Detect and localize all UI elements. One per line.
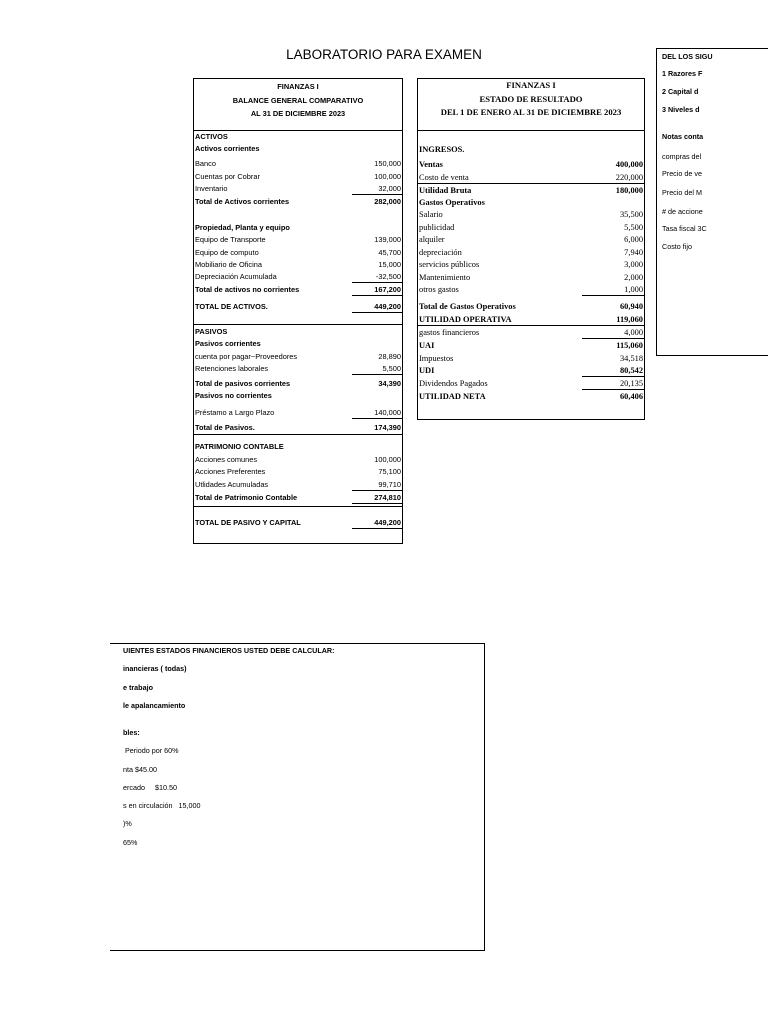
income-row-value: 7,940 (624, 248, 643, 257)
income-row-value: 34,518 (619, 354, 643, 363)
balance-section-divider-patrimonio (194, 434, 402, 435)
income-row-value: 6,000 (624, 235, 643, 244)
balance-row-label: Total de activos no corrientes (195, 285, 300, 294)
income-row (418, 234, 644, 246)
income-row-value: 20,135 (619, 379, 643, 388)
balance-row-label: Utlidades Acumuladas (195, 480, 269, 489)
income-underline (418, 325, 644, 326)
balance-row-value: 45,700 (378, 248, 401, 257)
income-row-value: 60,940 (619, 302, 643, 311)
balance-underline (352, 282, 402, 283)
right-panel-line: DEL LOS SIGU (662, 52, 713, 61)
balance-row-label: Acciones comunes (195, 455, 258, 464)
document-title: LABORATORIO PARA EXAMEN (286, 47, 482, 62)
balance-row-label: TOTAL DE PASIVO Y CAPITAL (195, 518, 301, 527)
income-row-label: UAI (419, 341, 435, 350)
income-row (418, 353, 644, 365)
balance-row-value: 32,000 (378, 184, 401, 193)
income-row (418, 272, 644, 284)
balance-row-label: Total de pasivos corrientes (195, 379, 291, 388)
bottom-panel-line: e trabajo (123, 683, 153, 692)
balance-row (194, 378, 402, 390)
right-panel-line: Tasa fiscal 3C (662, 224, 707, 233)
income-underline (582, 295, 644, 296)
balance-row (194, 131, 402, 143)
balance-row (194, 390, 402, 402)
balance-row-label: Total de Pasivos. (195, 423, 255, 432)
balance-row (194, 441, 402, 453)
income-row (418, 185, 644, 197)
balance-row-label: Cuentas por Cobrar (195, 172, 260, 181)
balance-row-value: 100,000 (374, 455, 401, 464)
balance-row (194, 454, 402, 466)
income-row (418, 391, 644, 403)
bottom-panel-line: UIENTES ESTADOS FINANCIEROS USTED DEBE CALCULAR: (123, 646, 335, 655)
right-panel-line: Precio del M (662, 188, 702, 197)
balance-row (194, 143, 402, 155)
balance-row-value: 449,200 (374, 302, 401, 311)
income-row-label: UDI (419, 366, 435, 375)
bottom-panel-line: s en circulación 15,000 (123, 801, 201, 810)
income-row-label: Dividendos Pagados (419, 379, 488, 388)
balance-row (194, 171, 402, 183)
balance-row-value: -32,500 (375, 272, 401, 281)
income-statement-header (418, 79, 644, 120)
right-panel-line: Notas conta (662, 132, 704, 141)
income-row (418, 197, 644, 209)
income-statement-table (417, 78, 645, 420)
balance-sheet-header (194, 79, 402, 121)
balance-row-value: 5,500 (382, 364, 401, 373)
bottom-panel-line: bles: (123, 728, 140, 737)
income-row-value: 5,500 (624, 223, 643, 232)
balance-row-label: Mobiliario de Oficina (195, 260, 262, 269)
balance-section-divider-total (194, 506, 402, 507)
balance-header-line-1: FINANZAS I (277, 82, 319, 91)
balance-row-value: 15,000 (378, 260, 401, 269)
balance-underline (352, 194, 402, 195)
balance-row (194, 422, 402, 434)
balance-row-value: 34,390 (378, 379, 401, 388)
income-header-line-1: FINANZAS I (506, 80, 556, 90)
income-row-label: Costo de venta (419, 173, 469, 182)
balance-row (194, 466, 402, 478)
income-underline (582, 338, 644, 339)
income-row-value: 180,000 (615, 186, 643, 195)
income-row-label: publicidad (419, 223, 455, 232)
income-header-divider (418, 130, 644, 131)
right-panel-line: # de accione (662, 207, 703, 216)
balance-row-value: 150,000 (374, 159, 401, 168)
bottom-panel-line: Periodo por 60% (123, 746, 179, 755)
balance-row-label: Retenciones laborales (195, 364, 269, 373)
balance-row-label: Propiedad, Planta y equipo (195, 223, 290, 232)
income-row (418, 209, 644, 221)
balance-row (194, 351, 402, 363)
income-row-label: Gastos Operativos (419, 198, 485, 207)
balance-row-label: Equipo de Transporte (195, 235, 266, 244)
balance-row-value: 99,710 (378, 480, 401, 489)
balance-row-label: Equipo de computo (195, 248, 259, 257)
income-row-label: Salario (419, 210, 443, 219)
balance-row (194, 247, 402, 259)
income-row-label: Impuestos (419, 354, 454, 363)
balance-row-value: 282,000 (374, 197, 401, 206)
income-underline (582, 389, 644, 390)
income-row-label: servicios públicos (419, 260, 480, 269)
balance-row-value: 100,000 (374, 172, 401, 181)
balance-underline (352, 490, 402, 491)
income-underline (418, 183, 644, 184)
income-row-label: otros gastos (419, 285, 459, 294)
income-row-label: gastos financieros (419, 328, 480, 337)
balance-header-line-2: BALANCE GENERAL COMPARATIVO (232, 95, 364, 105)
instructions-panel-bottom (110, 643, 485, 951)
bottom-panel-line: nta $45.00 (123, 765, 157, 774)
balance-sheet-table (193, 78, 403, 544)
balance-row-value: 167,200 (374, 285, 401, 294)
balance-row-label: PASIVOS (195, 327, 228, 336)
income-row-label: Mantenimiento (419, 273, 471, 282)
balance-underline (352, 528, 402, 529)
income-row-value: 1,000 (624, 285, 643, 294)
balance-row-label: TOTAL DE ACTIVOS. (195, 302, 268, 311)
income-row-label: Total de Gastos Operativos (419, 302, 516, 311)
income-row-value: 80,542 (619, 366, 643, 375)
balance-underline (352, 295, 402, 296)
bottom-panel-line: 65% (123, 838, 138, 847)
balance-row-value: 449,200 (374, 518, 401, 527)
bottom-panel-line: le apalancamiento (123, 701, 186, 710)
income-row-label: INGRESOS. (419, 145, 465, 154)
right-panel-line: Costo fijo (662, 242, 692, 251)
balance-row (194, 222, 402, 234)
income-row (418, 159, 644, 171)
balance-row-label: Pasivos corrientes (195, 339, 261, 348)
income-row-value: 4,000 (624, 328, 643, 337)
income-row-value: 2,000 (624, 273, 643, 282)
right-panel-line: Precio de ve (662, 169, 702, 178)
balance-row-label: Pasivos no corrientes (195, 391, 272, 400)
income-row (418, 301, 644, 313)
income-row-value: 35,500 (619, 210, 643, 219)
income-row (418, 222, 644, 234)
income-header-line-2: ESTADO DE RESULTADO (479, 93, 583, 104)
right-panel-line: compras del (662, 152, 702, 161)
balance-row-value: 139,000 (374, 235, 401, 244)
income-row (418, 247, 644, 259)
balance-row-label: Depreciación Acumulada (195, 272, 277, 281)
balance-row (194, 196, 402, 208)
bottom-panel-line: ercado $10.50 (123, 783, 177, 792)
balance-row-value: 140,000 (374, 408, 401, 417)
balance-row-label: Préstamo a Largo Plazo (195, 408, 275, 417)
income-header-line-3: DEL 1 DE ENERO AL 31 DE DICIEMBRE 2023 (440, 107, 622, 117)
income-row-value: 400,000 (615, 160, 643, 169)
bottom-panel-line: )% (123, 819, 132, 828)
balance-row-label: ACTIVOS (195, 132, 228, 141)
balance-section-divider-pasivos (194, 324, 402, 325)
balance-row-label: Activos corrientes (195, 144, 260, 153)
income-row-label: Utilidad Bruta (419, 186, 472, 195)
instructions-panel-right (656, 48, 768, 356)
balance-header-line-3: AL 31 DE DICIEMBRE 2023 (250, 109, 346, 118)
right-panel-line: 3 Niveles d (662, 105, 700, 114)
balance-row (194, 338, 402, 350)
balance-row-label: cuenta por pagar~Proveedores (195, 352, 298, 361)
bottom-panel-line: inancieras ( todas) (123, 664, 187, 673)
income-row-label: alquiler (419, 235, 445, 244)
balance-row-label: Total de Patrimonio Contable (195, 493, 298, 502)
balance-row-value: 274,810 (374, 493, 401, 502)
balance-row-label: Acciones Preferentes (195, 467, 266, 476)
balance-underline (352, 312, 402, 313)
income-row-label: UTILIDAD NETA (419, 392, 486, 401)
income-row-label: Ventas (419, 160, 443, 169)
balance-underline (352, 418, 402, 419)
balance-row-value: 28,890 (378, 352, 401, 361)
income-row-value: 60,406 (619, 392, 643, 401)
income-row-value: 119,060 (616, 315, 643, 324)
income-row-value: 220,000 (615, 173, 643, 182)
balance-row (194, 158, 402, 170)
balance-row (194, 259, 402, 271)
balance-row-value: 174,390 (374, 423, 401, 432)
income-row-value: 3,000 (624, 260, 643, 269)
income-row-label: UTILIDAD OPERATIVA (419, 315, 512, 324)
balance-row-label: Inventario (195, 184, 228, 193)
balance-row-label: Total de Activos corrientes (195, 197, 290, 206)
balance-underline (352, 374, 402, 375)
balance-row (194, 234, 402, 246)
income-row-value: 115,060 (616, 341, 643, 350)
balance-row-label: PATRIMONIO CONTABLE (195, 442, 284, 451)
income-row (418, 144, 644, 156)
income-row (418, 259, 644, 271)
income-row (418, 340, 644, 352)
balance-row (194, 326, 402, 338)
income-underline (582, 376, 644, 377)
balance-row-value: 75,100 (378, 467, 401, 476)
balance-underline (352, 503, 402, 504)
right-panel-line: 1 Razores F (662, 69, 703, 78)
balance-row-label: Banco (195, 159, 216, 168)
income-row-label: depreciación (419, 248, 462, 257)
right-panel-line: 2 Capital d (662, 87, 699, 96)
